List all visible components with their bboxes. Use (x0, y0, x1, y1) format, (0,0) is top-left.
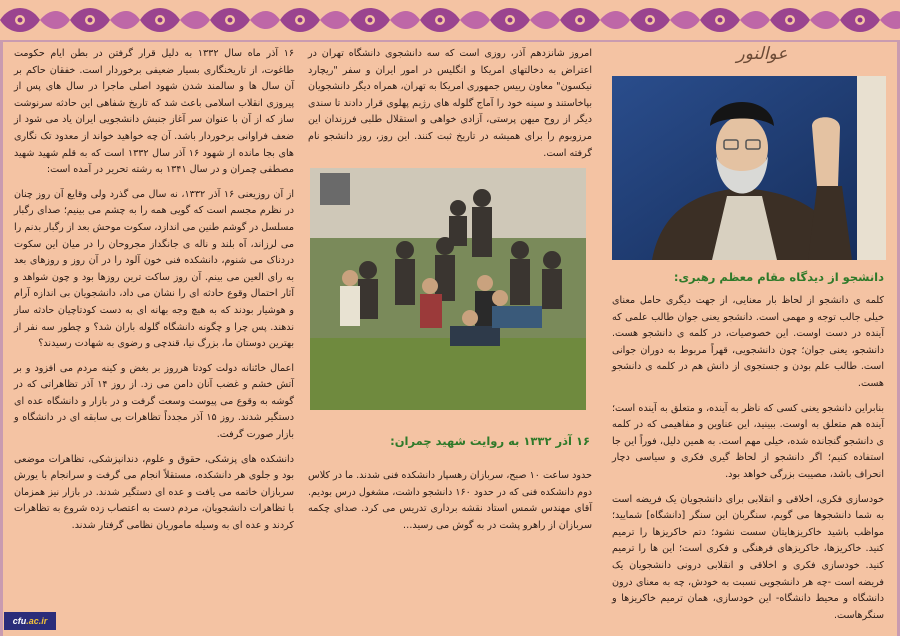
right-text-column (612, 293, 884, 632)
middle-heading: ۱۶ آذر ۱۳۳۲ به روایت شهید چمران: (390, 434, 590, 448)
right-paragraph: بنابراین دانشجو یعنی کسی که ناظر به آینده، و متعلق به آینده است؛ آینده هم متعلق به اوست. ببینید، این عناوین و مفاهیمی که در کلمه ی دانشجو گنجانده شده، خیلی مهم است. به همین دلیل، فوراً این جا استفاده کنیم؛ اگر دانشجو از لحاظ گیری فکری و سیاسی دچار انحراف باشد، مصیبت بزرگی خواهد بود. (612, 402, 884, 480)
ornamental-banner (0, 0, 900, 42)
leader-portrait (612, 76, 886, 260)
site-logo[interactable] (4, 612, 56, 630)
students-group-photo (310, 168, 586, 410)
left-paragraph: از آن روزیعنی ۱۶ آذر ۱۳۳۲، نه سال می گذرد ولی وقایع آن روز چنان در نظرم مجسم است که گویی همه را به چشم می بینیم؛ صدای رگبار مسلسل در گوشم طنین می اندازد، سکوت موحش بعد از رگبار بدنم را می لرزاند، آه بلند و ناله ی جانگداز مجروحان را در میان این سکوت دردناک می شنوم، دانشکده فنی خون آلود را در آن روز و روزهای بعد به رای العین می بینم. آن روز ساکت ترین روزها بود و چون شواهد و آثار احتمال وقوع حادثه ای را نشان می داد، دانشجویان بی اندازه آرام و هوشیار بودند که به هیچ وجه بهانه ای به دست کودتاچیان حادثه ساز ندهند. پس چرا و چگونه دانشگاه گلوله باران شد؟ و چطور سه نفر از بهترین دوستان ما، بزرگ نیا، قندچی و رضوی به شهادت رسیدند؟ (14, 188, 295, 350)
right-heading: دانشجو از دیدگاه مقام معظم رهبری: (673, 270, 884, 284)
middle-intro-text: امروز شانزدهم آذر، روزی است که سه دانشجوی دانشگاه تهران در اعتراض به دخالتهای امریکا و انگلیس در امور ایران و سفر "ریچارد نیکسون" معاون رییس جمهوری امریکا به تهران، همراه دیگر دانشجویان بپاخاستند و سینه خود را آماج گلوله های رژیم پهلوی قرار دادند تا سندی دیگر از روح میهن پرستی، آزادی خواهی و استقلال طلبی فرزندان این مرزوبوم را برای همیشه در تاریخ ثبت کنند. این روز، روز دانشجو نام گرفته است. (308, 48, 592, 159)
left-paragraph: اعمال خائنانه دولت کودتا هرروز بر بغض و کینه مردم می افزود و بر آتش خشم و غضب آنان دامن می زد. از روز ۱۴ آذر تظاهراتی که در گوشه به وقوع می پیوست وسعت گرفت و در بازار و دانشگاه عده ای دستگیر شدند. روز ۱۵ آذر مجدداً تظاهرات بی سابقه ای در دانشگاه و بازار صورت گرفت. (14, 362, 294, 441)
right-paragraph: خودسازی فکری، اخلاقی و انقلابی برای دانشجویان یک فریضه است به شما دانشجوها می گویم، سنگربان این سنگر [دانشگاه] شمایید؛ مواظب باشید خاکریزهایتان سست نشود؛ دتم خاکریزها را ترمیم کنید. خاکریزها، خاکریزهای فرهنگی و فکری است؛ این ها را ترمیم کنید. خودسازی فکری و اخلاقی و انقلابی درونی دانشجویان یک فریضه است -چه هر دانشجویی نسبت به خودش، چه به معنای درون دانشگاه و محیط دانشگاه- این خودسازی، همان ترمیم خاکریزها و سنگرهاست. (612, 493, 884, 621)
middle-narrative-text: حدود ساعت ۱۰ صبح، سربازان رهسپار دانشکده فنی شدند. ما در کلاس دوم دانشکده فنی که در حدود ۱۶۰ دانشجو داشت، مشغول درس بودیم. آقای مهندس شمس استاد نقشه برداری تدریس می کرد. صدای چکمه سربازان از راهرو پشت در به گوش می رسید… (308, 470, 592, 531)
site-logo-part1: cfu (12, 616, 27, 626)
logo-calligraphy: عوالنور (736, 44, 788, 64)
left-text-column (14, 46, 294, 543)
site-logo-part2: .ac.ir (26, 616, 48, 626)
left-paragraph: ۱۶ آذر ماه سال ۱۳۳۲ به دلیل قرار گرفتن در بطن ایام حکومت طاغوت، از تاریخنگاری بسیار ضعیفی برخوردار است. خفقان حاکم بر آن سال ها و سالمند شدن شهود اصلی ماجرا در سال های پس از پیروزی انقلاب اسلامی باعث شد که تاریخ شفاهی این حادثه سرنوشت ساز که از آن با عنوان سر آغاز جنبش دانشجویی ایران یاد می شود از ضعف فراوانی برخوردار باشد. آن چه خواهید خواند از معدود تک نگاری های بجا مانده از شهود ۱۶ آذر سال ۱۳۳۲ است که به قلم شهید شهید مصطفی چمران و در سال ۱۳۴۱ به رشته تحریر در آمده است: (14, 48, 294, 176)
left-paragraph: دانشکده های پزشکی، حقوق و علوم، دندانپزشکی، تظاهرات موضعی بود و جلوی هر دانشکده، مستقلاً انجام می گرفت و سرانجام با یورش سربازان خاتمه می یافت و عده ای دستگیر شدند. در بازار نیز همزمان با تظاهرات دانشجویان، مردم دست به اعتصاب زده شروع به تظاهرات کردند و عده ای به وسیله ماموریان نظامی گرفتار شدند. (14, 453, 294, 532)
right-paragraph: کلمه ی دانشجو از لحاظ بار معنایی، از جهت دیگری حامل معنای خیلی جالب توجه و مهمی است. دانشجو یعنی جوان طالب علمی که آینده در دست اوست. این خصوصیات، در کلمه ی دانشجو هست. دانشجو، یعنی جوان؛ چون دانشجویی، قهراً مربوط به دوران جوانی است. طالب علم بودن و جستجوی از دانش هم در کلمه ی دانشجو هست. (612, 295, 884, 389)
